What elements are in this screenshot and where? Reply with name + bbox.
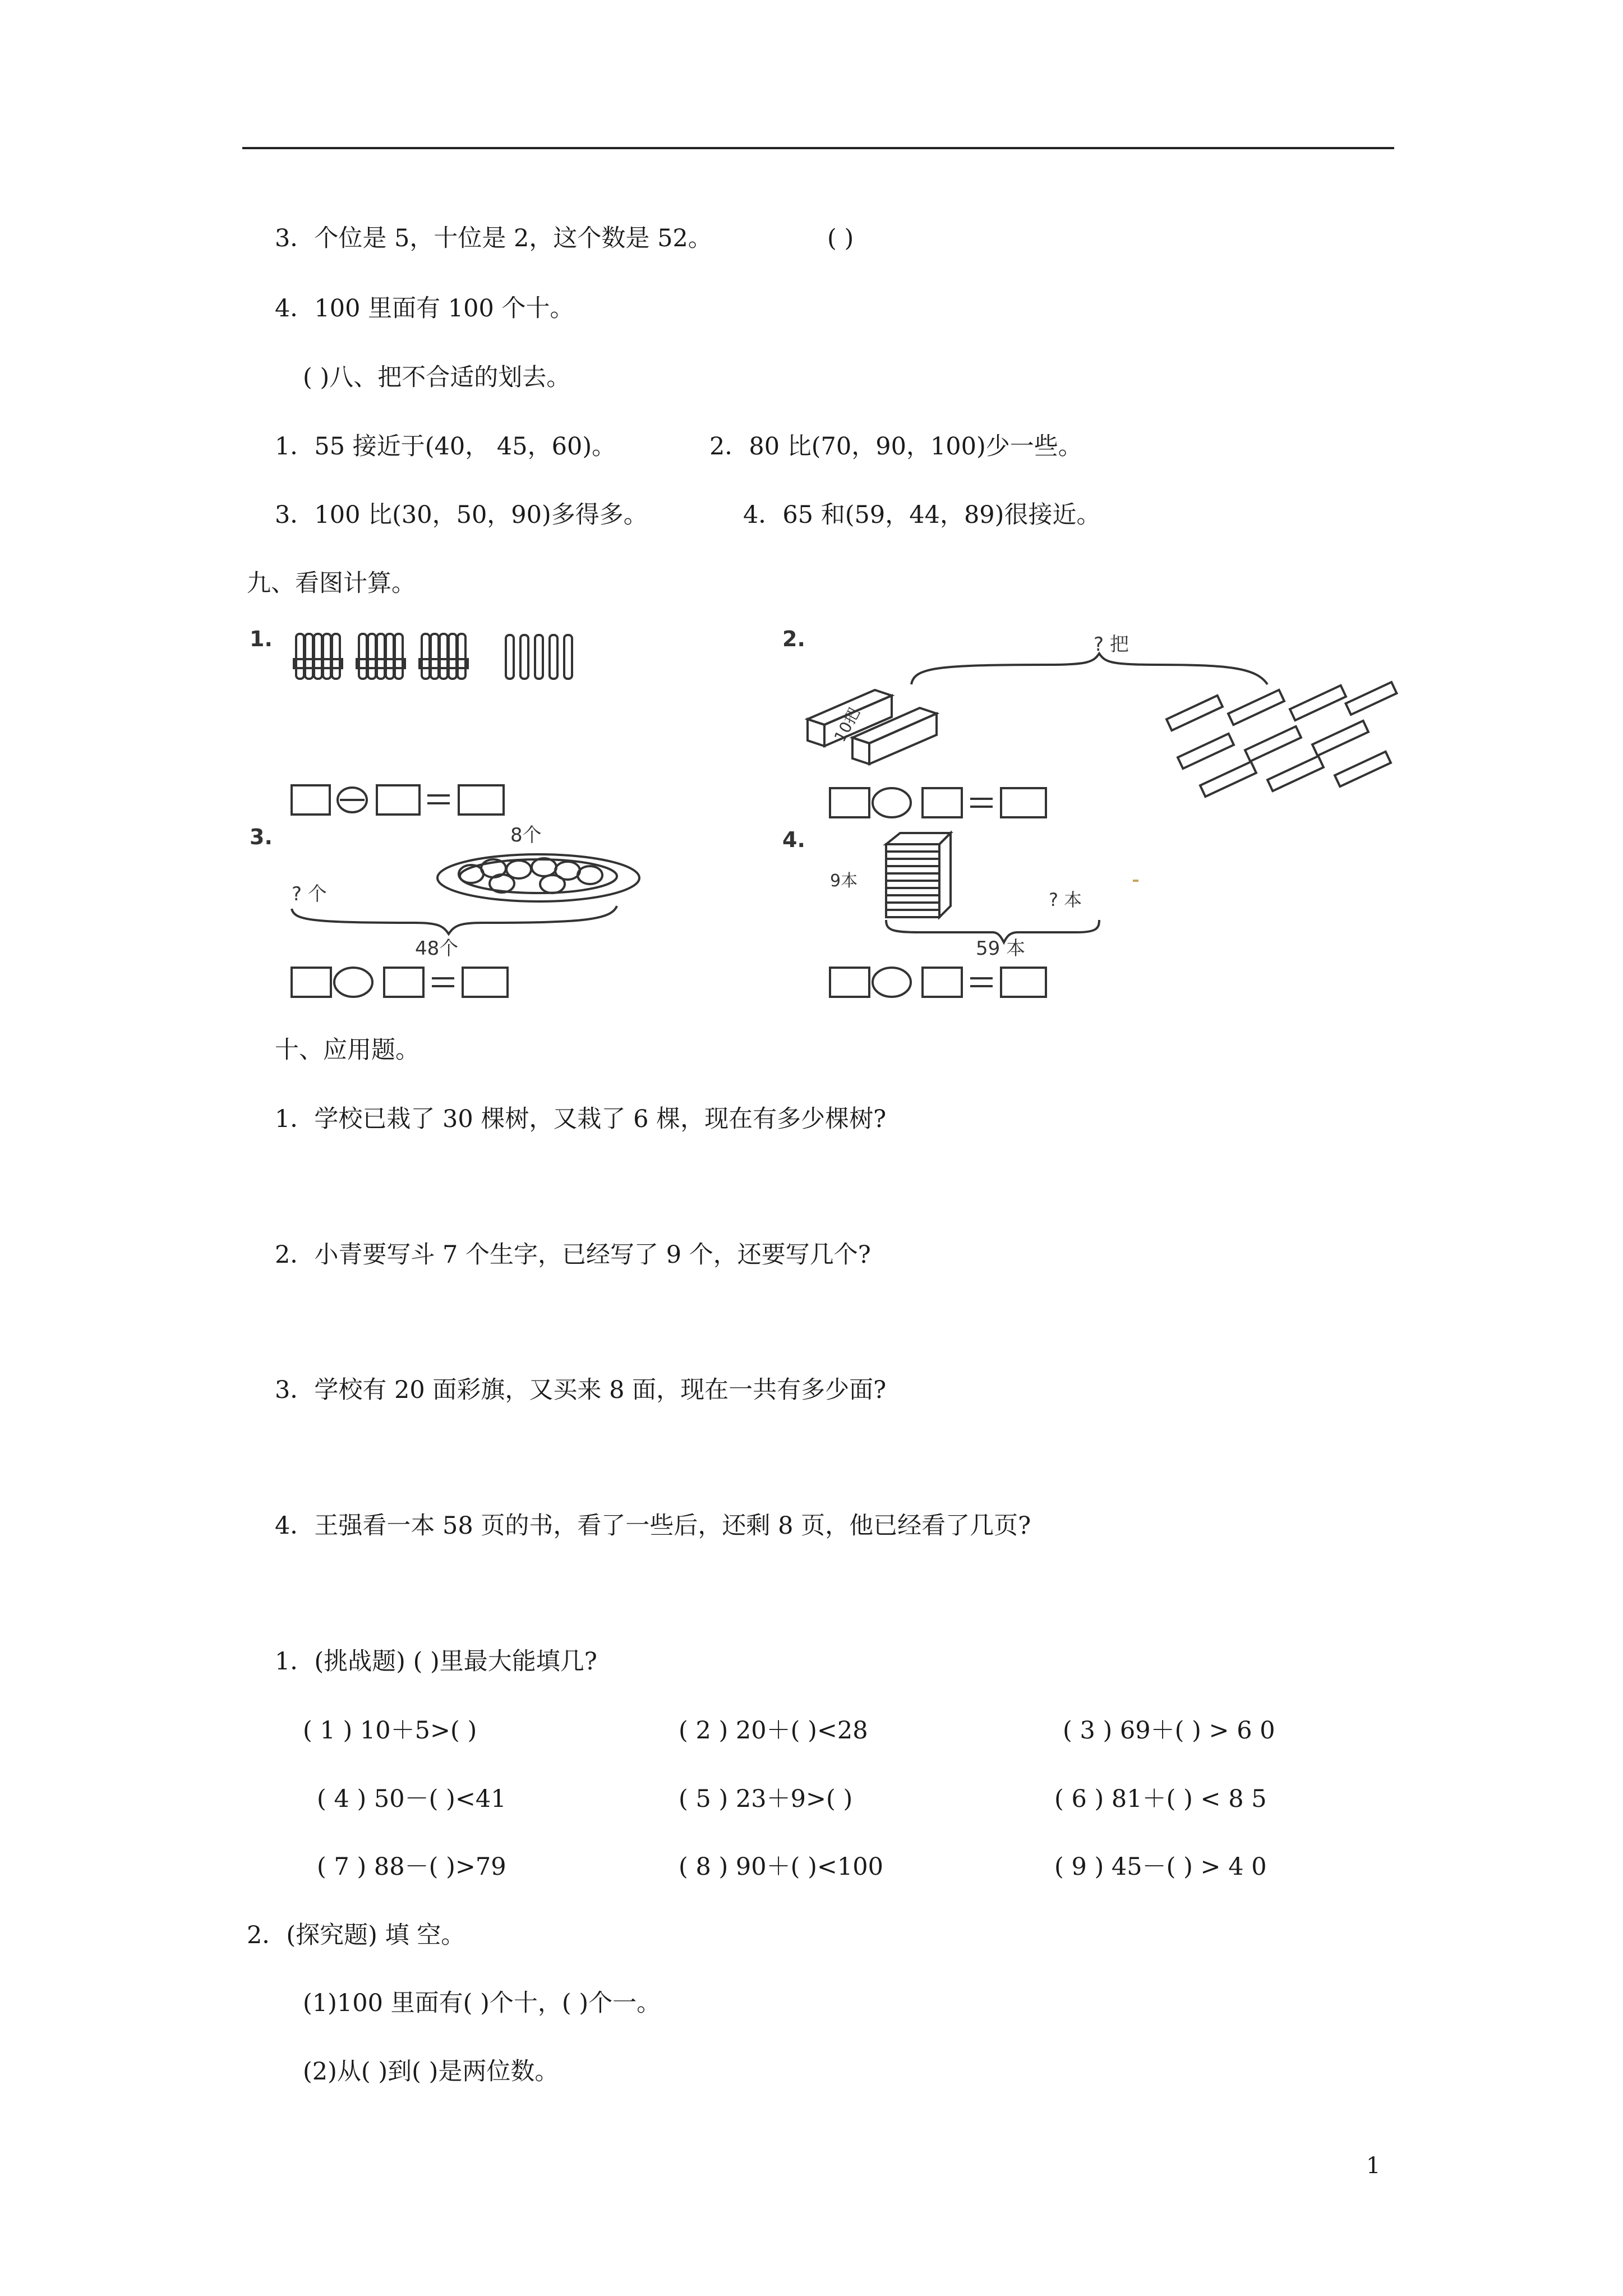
fig1-equation-boxes [292, 785, 504, 815]
s7-q3-answer-paren[interactable]: ( ) [827, 224, 854, 252]
s9-title: 九、看图计算。 [247, 569, 416, 597]
fig3-brace [292, 906, 617, 934]
fig2-brace [911, 654, 1267, 684]
fig3-number: 3. [250, 825, 273, 849]
fig2-number: 2. [782, 627, 805, 651]
fig2-ten-bundles [808, 690, 937, 764]
fig2-equation-boxes [830, 788, 1046, 817]
challenge-item-5: ( 5 ) 23＋9>( ) [679, 1785, 853, 1813]
challenge-item-6: ( 6 ) 81＋( ) < 8 5 [1054, 1785, 1267, 1813]
header-rule [242, 147, 1394, 149]
fig1-stick-bundles [294, 634, 572, 679]
s7-q3: 3．个位是 5，十位是 2，这个数是 52。 [275, 224, 712, 252]
s7-q4: 4．100 里面有 100 个十。 [275, 295, 574, 323]
s8-q2: 2．80 比(70，90，100)少一些。 [709, 432, 1082, 461]
challenge-item-7: ( 7 ) 88－( )>79 [317, 1853, 506, 1881]
s10-title: 十、应用题。 [275, 1036, 419, 1064]
fig3-total-label: 48个 [415, 937, 459, 960]
page-number: 1 [1366, 2153, 1381, 2179]
challenge-item-4: ( 4 ) 50－( )<41 [317, 1785, 506, 1813]
fig4-number: 4. [782, 827, 805, 852]
s10-q2: 2．小青要写斗 7 个生字，已经写了 9 个，还要写几个? [275, 1241, 871, 1269]
s8-title: ( )八、把不合适的划去。 [303, 364, 571, 392]
s10-q4: 4．王强看一本 58 页的书，看了一些后，还剩 8 页，他已经看了几页? [275, 1512, 1031, 1540]
s10-q3: 3．学校有 20 面彩旗，又买来 8 面，现在一共有多少面? [275, 1376, 887, 1404]
fig2-single-pencils [1166, 682, 1396, 797]
challenge-item-2: ( 2 ) 20＋( )<28 [679, 1717, 868, 1745]
s8-q1: 1．55 接近于(40， 45，60)。 [275, 432, 616, 461]
fig3-plate-label: 8个 [510, 824, 542, 846]
fig3-plate [437, 854, 639, 901]
s8-q4: 4．65 和(59，44，89)很接近。 [743, 501, 1101, 529]
fig2-bundle-label: 10把 [830, 705, 864, 745]
fig4-stack-label: 9本 [830, 871, 858, 891]
challenge-item-9: ( 9 ) 45－( ) > 4 0 [1054, 1853, 1267, 1881]
fig3-equation-boxes [292, 968, 508, 997]
fig4-equation-boxes [830, 968, 1046, 997]
explore-q2: (2)从( )到( )是两位数。 [303, 2058, 559, 2086]
fig4-book-stack [886, 833, 951, 917]
fig3-question-label: ? 个 [292, 883, 327, 905]
picture-calculation-figure [247, 623, 1402, 1015]
fig4-total-label: 59 本 [976, 937, 1026, 960]
s10-q1: 1．学校已栽了 30 棵树，又栽了 6 棵，现在有多少棵树? [275, 1105, 887, 1133]
explore-title: 2．(探究题) 填 空。 [247, 1921, 465, 1949]
challenge-title: 1．(挑战题) ( )里最大能填几? [275, 1648, 597, 1676]
explore-q1: (1)100 里面有( )个十，( )个一。 [303, 1989, 661, 2017]
challenge-item-1: ( 1 ) 10＋5>( ) [303, 1717, 477, 1745]
fig1-number: 1. [250, 627, 273, 651]
challenge-item-3: ( 3 ) 69＋( ) > 6 0 [1063, 1717, 1275, 1745]
fig2-question-label: ? 把 [1094, 633, 1129, 656]
challenge-item-8: ( 8 ) 90＋( )<100 [679, 1853, 883, 1881]
fig4-question-label: ? 本 [1049, 889, 1082, 910]
s8-q3: 3．100 比(30，50，90)多得多。 [275, 501, 648, 529]
